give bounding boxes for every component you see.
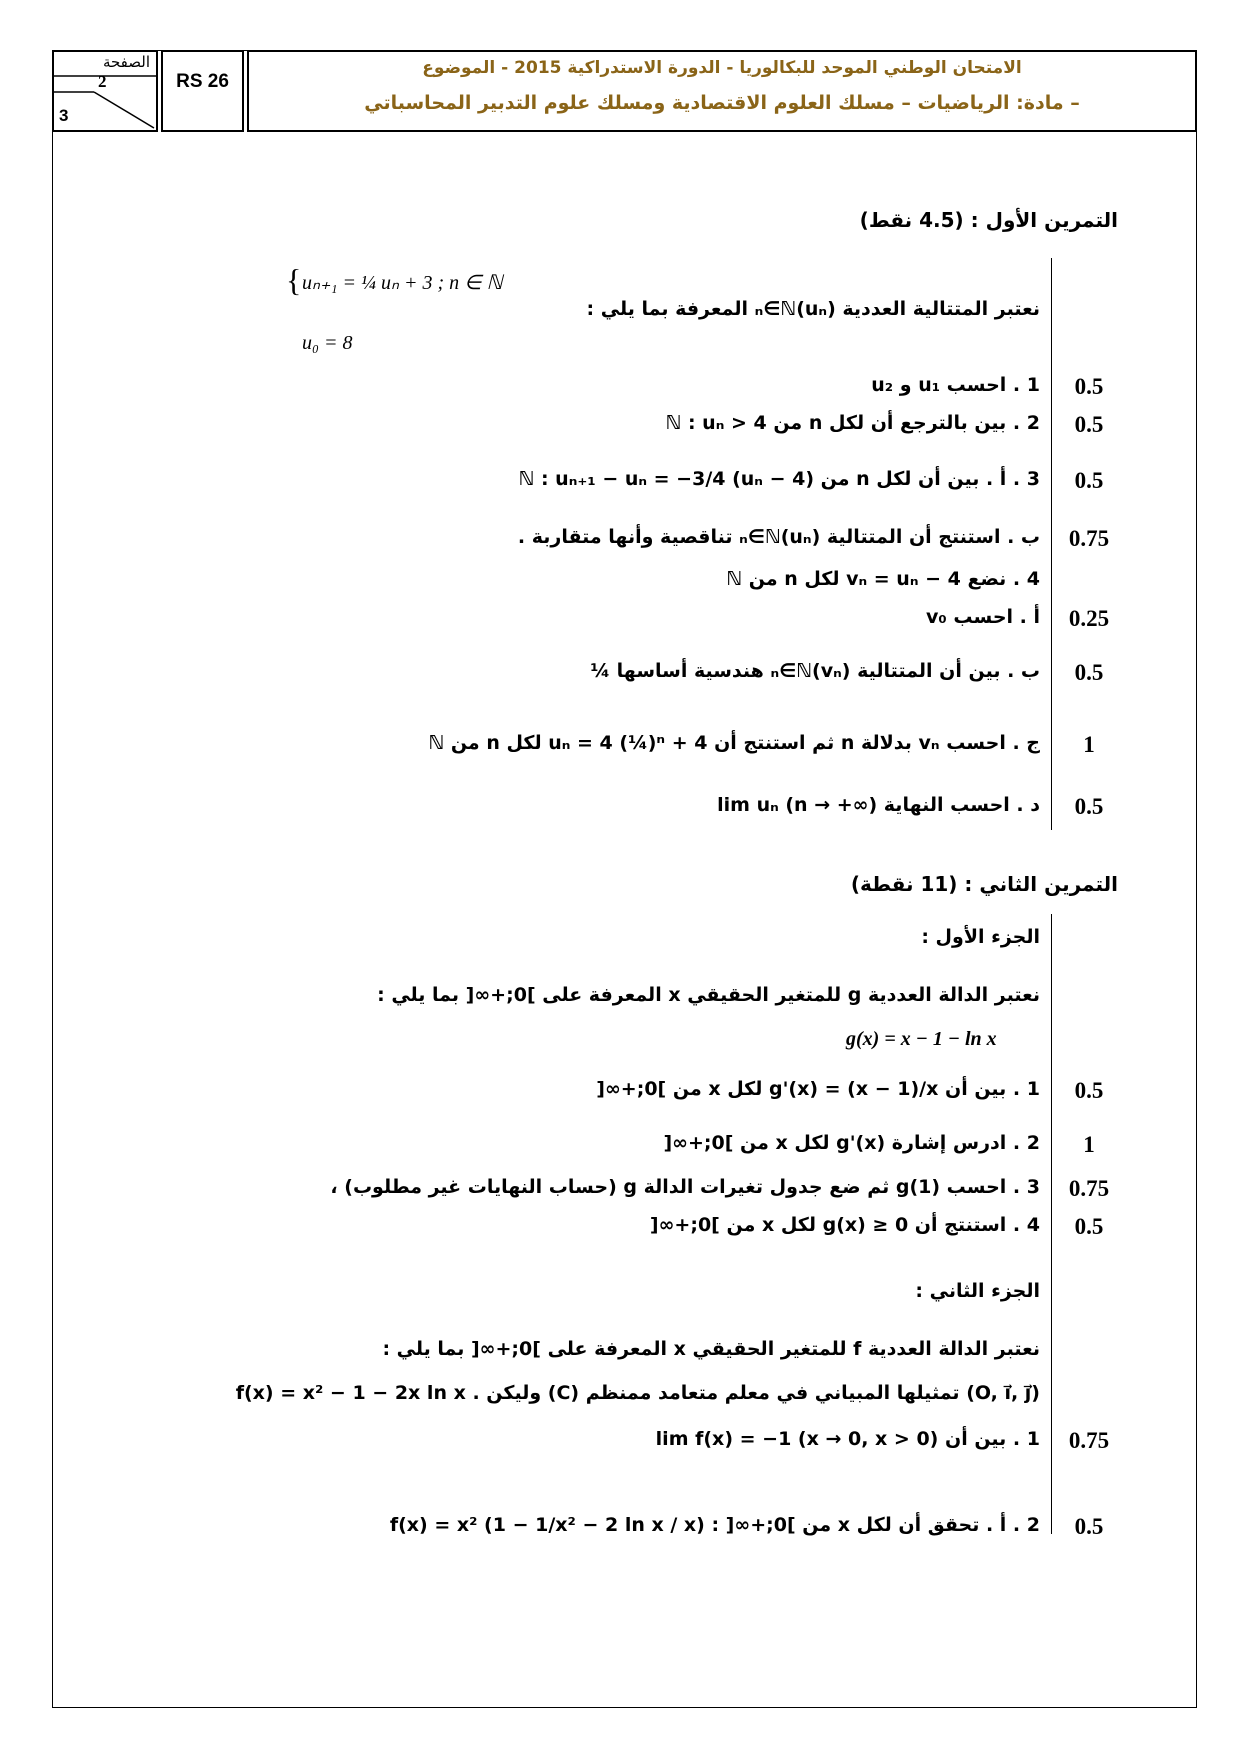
page-number: 2 — [98, 72, 107, 91]
question-4d: د . احسب النهاية lim uₙ (n → +∞) — [717, 794, 1040, 816]
question-1: 1 . احسب u₁ و u₂ — [871, 374, 1040, 396]
g-definition: g(x) = x − 1 − ln x — [846, 1028, 997, 1050]
question-4: 4 . نضع vₙ = uₙ − 4 لكل n من ℕ — [726, 568, 1040, 590]
part1-question-2: 2 . ادرس إشارة g'(x) لكل x من ]0;+∞[ — [663, 1132, 1040, 1154]
part1-question-1: 1 . بين أن g'(x) = (x − 1)/x لكل x من ]0;+∞[ — [596, 1078, 1040, 1100]
exam-title-box — [247, 50, 1197, 132]
points: 0.25 — [1068, 606, 1110, 631]
recurrence-relation: uₙ₊₁ = ¼ uₙ + 3 ; n ∈ ℕ — [302, 272, 503, 294]
exam-code: RS 26 — [161, 50, 244, 132]
part2-intro: نعتبر الدالة العددية f للمتغير الحقيقي x المعرفة على ]0;+∞[ بما يلي : — [382, 1338, 1040, 1360]
system-brace: { — [286, 262, 302, 298]
points: 0.75 — [1068, 526, 1110, 551]
exam-title-line2: – مادة: الرياضيات – مسلك العلوم الاقتصادية ومسلك علوم التدبير المحاسباتي — [364, 92, 1080, 114]
points: 0.5 — [1074, 660, 1104, 685]
f-definition: f(x) = x² − 1 − 2x ln x . وليكن (C) تمثيلها المبياني في معلم متعامد ممنظم (O, i⃗, j⃗) — [235, 1382, 1040, 1404]
part2-heading: الجزء الثاني : — [915, 1280, 1040, 1302]
part2-question-2a: 2 . أ . تحقق أن لكل x من ]0;+∞[ : f(x) = x² (1 − 1/x² − 2 ln x / x) — [389, 1514, 1040, 1536]
points: 0.5 — [1074, 1514, 1104, 1539]
points: 0.5 — [1074, 1078, 1104, 1103]
points: 0.5 — [1074, 374, 1104, 399]
page-label: الصفحة — [102, 53, 150, 71]
points: 0.5 — [1074, 412, 1104, 437]
points: 0.5 — [1074, 468, 1104, 493]
question-4a: أ . احسب v₀ — [926, 606, 1040, 628]
initial-term: u₀ = 8 — [302, 332, 353, 354]
question-3a: 3 . أ . بين أن لكل n من ℕ : uₙ₊₁ − uₙ = −3/4 (uₙ − 4) — [518, 468, 1040, 490]
question-2: 2 . بين بالترجع أن لكل n من ℕ : uₙ > 4 — [665, 412, 1040, 434]
points: 0.75 — [1068, 1176, 1110, 1201]
question-3b: ب . استنتج أن المتتالية (uₙ)ₙ∈ℕ تناقصية وأنها متقاربة . — [517, 526, 1040, 548]
exercise1-intro: نعتبر المتتالية العددية (uₙ)ₙ∈ℕ المعرفة بما يلي : — [586, 298, 1040, 320]
question-4b: ب . بين أن المتتالية (vₙ)ₙ∈ℕ هندسية أساسها ¼ — [590, 660, 1040, 682]
part2-question-1: 1 . بين أن lim f(x) = −1 (x → 0, x > 0) — [655, 1428, 1040, 1450]
points: 0.5 — [1074, 794, 1104, 819]
question-4c: ج . احسب vₙ بدلالة n ثم استنتج أن uₙ = 4 (¼)ⁿ + 4 لكل n من ℕ — [428, 732, 1040, 754]
exercise2-title: التمرين الثاني : (11 نقطة) — [850, 872, 1118, 896]
points: 0.5 — [1074, 1214, 1104, 1239]
points: 1 — [1083, 732, 1095, 757]
points-column-divider — [1051, 258, 1052, 830]
exam-title-line1: الامتحان الوطني الموحد للبكالوريا - الدورة الاستدراكية 2015 - الموضوع — [422, 58, 1022, 78]
part1-question-4: 4 . استنتج أن g(x) ≥ 0 لكل x من ]0;+∞[ — [649, 1214, 1040, 1236]
exercise1-title: التمرين الأول : (4.5 نقط) — [859, 208, 1118, 232]
points: 1 — [1083, 1132, 1095, 1157]
part1-heading: الجزء الأول : — [921, 926, 1040, 948]
page-number-box — [52, 50, 158, 132]
points-column-divider — [1051, 914, 1052, 1534]
page-total: 3 — [59, 106, 69, 125]
part1-intro: نعتبر الدالة العددية g للمتغير الحقيقي x المعرفة على ]0;+∞[ بما يلي : — [377, 984, 1040, 1006]
part1-question-3: 3 . احسب g(1) ثم ضع جدول تغيرات الدالة g (حساب النهايات غير مطلوب) ، — [330, 1176, 1040, 1198]
points: 0.75 — [1068, 1428, 1110, 1453]
